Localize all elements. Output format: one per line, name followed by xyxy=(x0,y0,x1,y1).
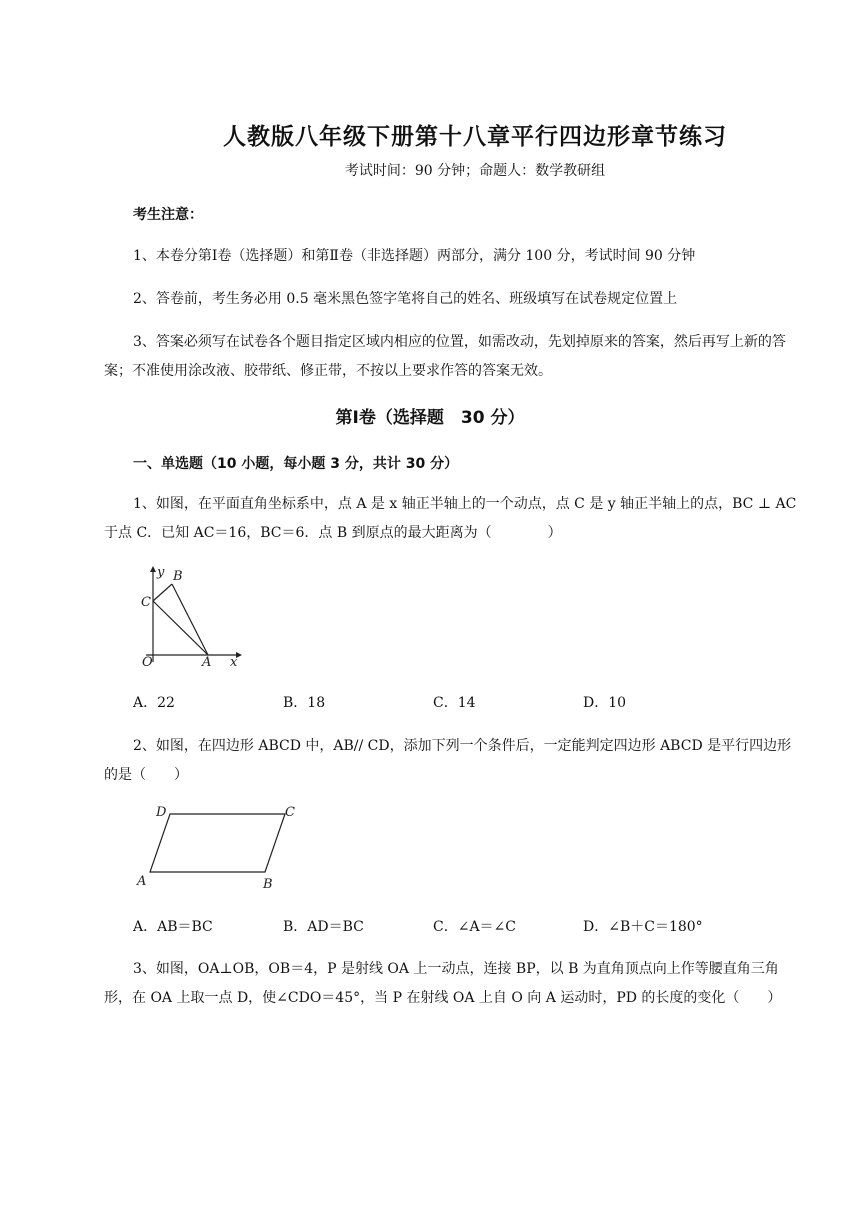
option-b[interactable]: B．AD＝BC xyxy=(283,919,364,935)
question-2-figure xyxy=(130,800,305,895)
label-c: C xyxy=(285,805,295,820)
label-x: x xyxy=(230,655,238,670)
segment-ba xyxy=(172,584,208,655)
notice-item-2: 2、答卷前，考生务必用 0.5 毫米黑色签字笔将自己的姓名、班级填写在试卷规定位置上 xyxy=(133,291,678,307)
label-b: B xyxy=(173,569,183,584)
question-type-heading: 一、单选题（10 小题，每小题 3 分，共计 30 分） xyxy=(133,456,459,472)
label-a: A xyxy=(137,874,147,889)
section-title: 第Ⅰ卷（选择题 30 分） xyxy=(335,408,525,428)
option-d[interactable]: D．10 xyxy=(583,695,627,711)
question-1-text: 1、如图，在平面直角坐标系中，点 A 是 x 轴正半轴上的一个动点，点 C 是 y 轴正半轴上的点，BC ⊥ AC 于点 C．已知 AC＝16，BC＝6．点 B 到原点的最大距离为（ ） xyxy=(104,496,797,541)
option-a[interactable]: A．22 xyxy=(133,695,175,711)
label-o: O xyxy=(142,655,153,670)
question-2-options xyxy=(133,916,773,936)
option-a[interactable]: A．AB＝BC xyxy=(133,919,213,935)
notice-item-1: 1、本卷分第Ⅰ卷（选择题）和第Ⅱ卷（非选择题）两部分，满分 100 分，考试时间 90 分钟 xyxy=(133,248,696,264)
label-a: A xyxy=(202,655,212,670)
question-1-options xyxy=(133,692,773,712)
segment-cb xyxy=(153,584,172,601)
question-1-figure xyxy=(136,560,248,670)
option-c[interactable]: C．∠A＝∠C xyxy=(433,919,516,935)
option-c[interactable]: C．14 xyxy=(433,695,476,711)
question-3-text: 3、如图，OA⊥OB，OB＝4，P 是射线 OA 上一动点，连接 BP，以 B 为直角顶点向上作等腰直角三角形，在 OA 上取一点 D，使∠CDO＝45°，当 P 在射线 OA 上自 O 向 A 运动时，PD 的长度的变化（ ） xyxy=(104,961,782,1006)
question-2-text: 2、如图，在四边形 ABCD 中，AB// CD，添加下列一个条件后，一定能判定四边形 ABCD 是平行四边形的是（ ） xyxy=(104,738,792,783)
segment-ca xyxy=(153,601,208,655)
notice-item-3: 3、答案必须写在试卷各个题目指定区域内相应的位置，如需改动，先划掉原来的答案，然后再写上新的答案；不准使用涂改液、胶带纸、修正带，不按以上要求作答的答案无效。 xyxy=(104,334,786,379)
notice-heading: 考生注意： xyxy=(133,207,203,223)
parallelogram-abcd xyxy=(150,814,285,872)
label-d: D xyxy=(156,805,167,820)
option-d[interactable]: D．∠B＋C＝180° xyxy=(583,919,703,935)
option-b[interactable]: B．18 xyxy=(283,695,326,711)
page-title: 人教版八年级下册第十八章平行四边形章节练习 xyxy=(223,124,727,150)
label-y: y xyxy=(157,565,165,580)
exam-info: 考试时间：90 分钟；命题人：数学教研组 xyxy=(344,163,606,179)
y-axis-arrow xyxy=(150,566,156,572)
label-c: C xyxy=(141,595,151,610)
label-b: B xyxy=(263,877,273,892)
